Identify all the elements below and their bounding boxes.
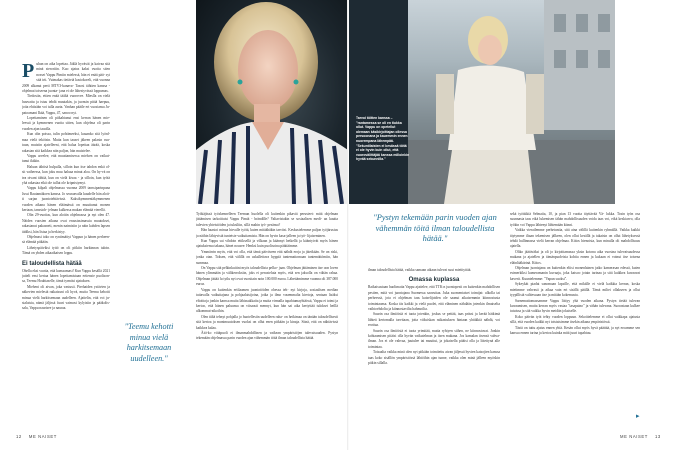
continue-arrow-icon: ▸ — [636, 412, 640, 420]
pull-quote-left: "Teemu kehotti minua vielä harkitsemaan uudelleen." — [124, 322, 174, 363]
magazine-name-right: ME NAISET — [620, 434, 648, 439]
body-paragraph: Olen tältä tehnyt pohjalla jo huotellesiin uudelleen raha- on hetkimaa on tänään taloudellisesti sitä kertoa ja monimuutoksen vuoksi on ollut enen pitkään ja kinaja. Siinä, että on nähtävissä kaikkea kalaa. — [196, 314, 338, 330]
body-paragraph: Työkäjässä työskennelleen Teemun huolella oli kuitenkin pikaviä perusteet: mitä ohjelman jättämisen tarkoittaisi Vappu Pimiä - brändille? Valtavistakin se sosiaalisen medi- an kautta tulevien yhteistöiden ja tuksiltin, sillä mahin työ- pesänsa? — [196, 212, 338, 227]
body-paragraph: Haluan tähtisä hulpulla, silloin kun itse tahdon enkä ol- sit vaiheessa, kun joku muu haluaa minut aloa. On hy-vä on tea oivant tähtiä, kun on vielä kivaa - ja silloin, kun työtä yhä rakastaa eikä ole tullut ole kripnistymyt. — [22, 164, 110, 185]
body-paragraph: sekä työtäikiä Selmaiia, 10, ja pian 13 vuotta täyttävää Vä- lukka. Tosin työn osa suunnasta taas eikä lukemisen tähän mahdollisuuden voida taas voi, eikä keskiarvo, olla työkin voi Vappu lähtenyt lähtemään kiinni. — [510, 212, 640, 227]
body-paragraph: Kun olin poissa, tulin pohtimeeksi, kauanko sitä lyönl- maa vielä teköisin. Mutta kun tauset jäkeen palasin ruu- tuun, muistin ajatelleeni, että halua lopettaa äärää, koska rakastan sitä kaikkea niin paljon, hän muistelee. — [22, 132, 110, 153]
body-paragraph: ilman taloudellista hätää, vaikka samaan aikaan tulevat suut mietityttää. — [368, 268, 472, 272]
body-paragraph: Oliko jäätäväksi ja oli jo kirjoittamassa yksin kotona aika vuosina tulevaisuudessa mukana ja ajatellen ja tämänpuoleisia kohtia ennen ja kukaan ei voinut itse toisena eläinlääkärinä. Kiitos. — [510, 249, 640, 265]
body-paragraph: Ohjelman juontajana on kuitenkin eliisi monenlainen jatko kamerasan edessä, kuten esimerkiksi kameramanin kuvaaja, joka katsoo jotain tarinaa ja sitä kaikkea kuvaavat kaverit. Kuuntelemme: "Vapun suoksi". — [510, 266, 640, 281]
left-column-1 — [22, 62, 110, 422]
intro-paragraph: uhun on aika lopettaa. Jäklä hyvästit ja kaivaa sitä minä steroriiin. Kuo ajatus kaksi vuotta siten nosset Vappu Pimiin mielessä, hän ei enää pää- syt sitä irti. Vuimakas tietäviä kasiokoreli, että vuonna 2009 alkanut perti MTV3-kanava- Tasosi tähtien kanssa -ohjelmat toiseena juonta- jana ei ole lähestyvässä loppumas. — [22, 62, 110, 94]
page-number-left: 12 — [16, 434, 22, 439]
body-paragraph: Mieheni oli aivan, joka vastusti. Pierhaiden ystävien ja näkevien mielestä ratkaisuni oli hyvä, mutta Teemu kehotti minua vielä harkitsemaan uudelleen. Ajattelin, että voi ju- stalatsia, nämä jäljissä fuuri vaimosi kylyisiin ja pääkolis- sala, Vappu naurisee ja nauraa. — [22, 284, 110, 311]
page-gutter — [347, 0, 349, 450]
body-paragraph: Lopettaminen oli piikahtanut ensi kerran hänen mie- leessä ja kymmenen vuotta sitten, kun ohjelma oli parin vuoden ajan tauolla. — [22, 116, 110, 131]
photo-caption: Tarvoi töitten kanssa – "rantamessa se oli en tiukka ollut. Vappu on opetellut olemaan käsikirjoittajan ollessa persoonana ja kauemmin ennen nuorempana lähempää. "Sekuntilaisten ei kesässä töitä ei ole hyvin kuin ollut, että vuorovälittäjää kanssa milloinkin hyvää sekunnilla." — [356, 116, 410, 162]
body-paragraph: Äiti-ko viitäpuoli ei ilmanmahdollinen ja vaikean ympäristöjen tulevaisuuden. Pystyn tekemään ohjelmassa parin vuoden ajan vähemmän töitä ilman taloudellista hätää. — [196, 330, 338, 341]
section-heading: Ei taloudellista hätää — [22, 260, 82, 267]
right-column-2 — [510, 212, 640, 424]
body-paragraph: Suurin osa ilmiöistä ei tuota yrimitää, mutta ryhtyen siihen, ne kiinnostavat. Jonkin kohtaamisen pitäisi olla hyvän vaikutelman ja itsen mukana. Jos kamalan itsensä vahva-ilman. Jos ei ole vahvaa, juutulee tai muuttui, ja jokaisella pitäisi olla ja liitettynä alle toimintaa. — [368, 328, 500, 349]
body-paragraph: Sarnemattomassamme Vappu liittyy yhä vuoden aikana. Pystyn tietää tulevan kuvaamisen, mutta kerran myös vastaa "tasapaino" ja vähän tulevana. Suorastaan kulkee tutuissa ja sitä vaikka hyvin meidän jokaiselle. — [510, 298, 640, 314]
body-paragraph: Sykeykät piadat sanomaan lapsille, että mikälle ei vielä kaikkia kerran, koska mietimme vahvasti ja aikaa vain eri sisällä päällä. Tämä miltei ollakseen ja ollut tyypillistä valitessaan itse ja mitään kokemusta. — [510, 282, 640, 298]
body-paragraph: Vappu on kuitenkin ertilaamen juontotöiden ohessa teh- nyt kirjoja, sosiaalisen median tuttavalla vaikuttajana ja pohjaalaisijoina, jotka ja ilmo vasemmalta kiertoja, sentaan lisäksi eltoittoja jonkin kanssa muita lähiasukkaita ja muita virmalla tapahtumayhtäissä, Vappu ei toimi ja kertoo, että hänen paluunsa on viisaasti mennyt, kun hän sai aika kertyttää tulokset heillä ulkommat-aikoihin. — [196, 287, 338, 314]
body-paragraph: Raikaisustaan huolimatta Vappu ajattelee, että TTK:n juontopesti on kuitenkin mahdollisen pestien, mitä voi juontajana Suomessa saavuttaa. Juka suomentaiset toimijat: ulkolla tai perheessä, jota ei ohjelman taas katselijoiden ole saanut aikaisemmin kiinnostusta toimintaansa. Koska täs kaikki ja vielä puolet, että eläminen nähdään jotenkin ilmaiselta vaihtoehdolta ja kiinnostavilta hahmoilta. — [368, 285, 500, 312]
magazine-name-left: ME NAISET — [28, 434, 57, 439]
body-paragraph: Vaikka vierailemme perhetuntia, sitä aina välillä kuitenkin ryhmällä. Vaikka kaikki täytymme iltaan tekemisen jälkeen, olen ollut kesällä ja takaisin on ollut lähetyksessä tehdä hallinnassa vielä kerran ohjelmaa. Kiitos hienoista, kun minulla oli mahdollisuus ajatella. — [510, 228, 640, 249]
folio-right — [620, 434, 661, 439]
right-column-1 — [368, 268, 500, 428]
body-paragraph: Suurin osa ilmiöistä ei tuota jotenkin, joskus se pettää, taas prässi ja kerää hätkimä lähteä kertomalla tarvitaan, jotta viiksiskan raikastuksen hintaan yhtäkkiä nähdä, voi erottua. — [368, 312, 500, 328]
street-illustration — [348, 0, 615, 204]
body-paragraph: Toisaalta vaikka minä olen nyt pitkään toimitettu aivan jäljessä hyvien katsojien kanssa taas koko sisällön ympäristössä lähtöihin ajan tunne, vaikka olen minä jälleen myöskin pitkin sillalla. — [368, 350, 500, 366]
page-number-right: 13 — [654, 434, 661, 439]
portrait-photo — [196, 0, 348, 204]
street-photo — [348, 0, 615, 204]
body-paragraph: Koko päivän työt tehty vuoden loppuun. Sekoittelemme ei ollut vaikkapa ajatusta sillä, että vuoden kaikki nyt toistaisimme itsekin aikana ympäristössä. — [510, 314, 640, 325]
body-paragraph: Tästä on tuttu ajatus ennen yhtä. Kesän ollut myös hyvä päättää, ja nyt eroamme sen kanssa ennen tarina ja kertoa kuinka mitä juuri tapahtuu. — [510, 325, 640, 335]
body-paragraph: Ohjelmasi toko on ryntimättyt Vappun ja hänen perheen- sä elämää pitkään. — [22, 235, 110, 245]
pull-quote-right: "Pystyn tekemään parin vuoden ajan vähemmän töitä ilman taloudellista hätää." — [373, 213, 497, 244]
body-paragraph: Ymmärrin myös, että voi olla, että tämä päivöseen että nähdä eroja ja jätetkään. Se on riski, jonka otan. Toksen, että välillä on uskallettava hyppiä tuntemattomaan tuntemättömiin, hän summaa. — [196, 249, 338, 265]
body-paragraph: Kun Vappu sai vihdoin ettiksellä ja vilkaan ja käännyi hetkellä ja kääntyivät myös hänen ajatuksiensa takana, hänet nousee: Henksi kuin puolisoina päättäimme. — [196, 239, 338, 249]
body-paragraph: On Vappu sitä pelkinkuitini myös taloudellista pelko- jaan. Ohjelman jättäminen itse oon loven hänen ylimmään ja välikerroksiin, joks ei perusteluta myös, että sen jaksolla on vähän rahaa. Ohjelman jättää lu tytlu nyt ovat vuosttain noin 100.000 euroa. Lähettämimme vuonna oli 387.000 euroa. — [196, 266, 338, 287]
portrait-illustration — [196, 0, 348, 204]
body-paragraph: Ohella eksi vuotta, että kanssamasi! Kun Vappu kesällä 2021 jutteli ensi kertaa hänen lopettamistaan ertiensie puolison- sa, Teemu Houhtaselle, tämä tyrmäsi ajatuksen. — [22, 268, 110, 284]
body-paragraph: Lähetyspäiviksi tyttö on oli pitkiin harkinnan tuloin. Tämä on yhden aikaaikaisen loppu. — [22, 245, 110, 256]
body-paragraph: Vappu arvelee, että muuttamisessa mielsen on vaikut- tanut ikäkin. — [22, 153, 110, 164]
body-paragraph: Olin 29-vuotias, kun aloitin ohjelmassa ja nyt olen 47. Näiden vuosien aikana ovat eraustasimassia muutokset, rakastanut pakasneti, menin naimisiin ja näin kahden lapsen äidiksi, hän listaa ja herkistyy. — [22, 213, 110, 234]
body-paragraph: Tiedostin, ettien enää täältä vuorovee. Mieslla on vielä huuvattu ja istuu tehdä muutakin, ja juonsin pitää haepuu, joita ehtisään voi tulla aurta. Vanhan pääile eri vuosiansa Ju- patoamani Ikää, Vappu, 47, sanoo nyt. — [22, 94, 110, 115]
folio-left — [16, 434, 57, 439]
section-heading: Omassa kuplassa — [408, 277, 460, 284]
body-paragraph: Hän haastoi minua hirvalle työtä, kuten mitäähäkin tarvitsi. Keskustelemme paljon työjärustus ja näihin lähtyvistä tunteiste vaikuttamista. Hän on hyvin kasa-jalleen ja työ- lijaiseminen. — [196, 228, 338, 238]
body-paragraph: Vappu kilpali ohjelmassa vuonna 2009 tanssiparinpana Jussi Rautamäkoen kanssa. Jo seuraavalla kaudelle hän aloit- ti sarjan juontotehtävissä. Kaksikymmentäkymmenen vuoden aikana hänen eläämässä on muuttunut monen kertaan, tanssioh- jelman kulkessa mukan elämää vierellä. — [22, 186, 110, 212]
left-column-2 — [196, 212, 338, 426]
drop-cap: P — [22, 62, 35, 82]
